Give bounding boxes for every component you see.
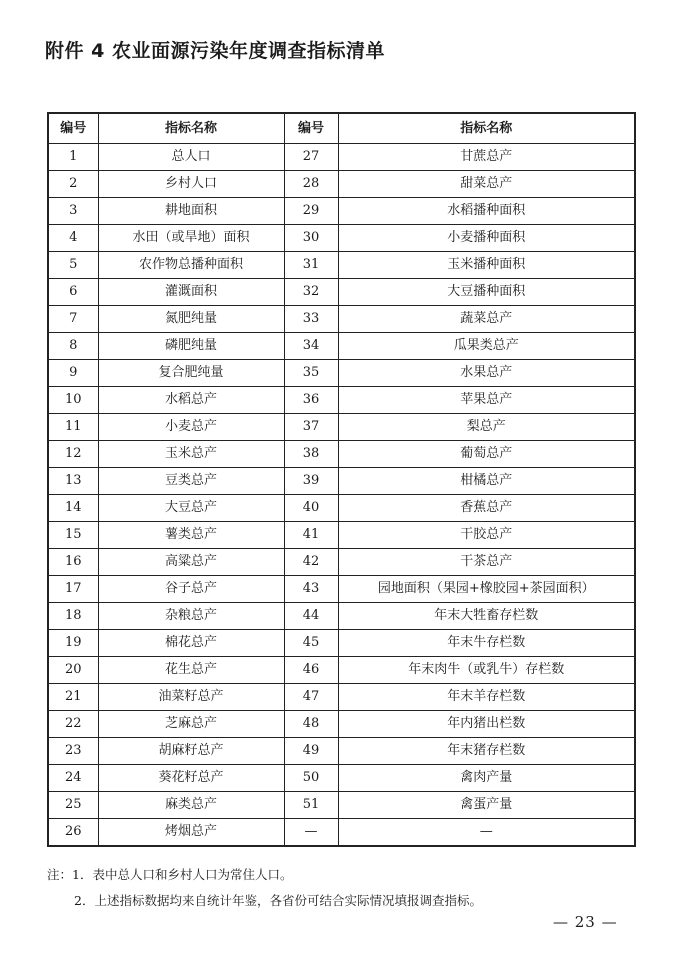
cell-number: 39 bbox=[284, 468, 338, 495]
cell-number: 21 bbox=[48, 684, 98, 711]
table-row bbox=[48, 684, 635, 711]
cell-number: 7 bbox=[48, 306, 98, 333]
table-row bbox=[48, 819, 635, 847]
header-indicator-name-1: 指标名称 bbox=[98, 113, 284, 144]
cell-number: 8 bbox=[48, 333, 98, 360]
cell-indicator-name: — bbox=[338, 819, 635, 847]
cell-number: 51 bbox=[284, 792, 338, 819]
cell-number: 47 bbox=[284, 684, 338, 711]
table-row bbox=[48, 333, 635, 360]
cell-indicator-name: 年末羊存栏数 bbox=[338, 684, 635, 711]
cell-number: 36 bbox=[284, 387, 338, 414]
cell-indicator-name: 芝麻总产 bbox=[98, 711, 284, 738]
cell-indicator-name: 梨总产 bbox=[338, 414, 635, 441]
note-1: 注：1．表中总人口和乡村人口为常住人口。 bbox=[47, 867, 293, 882]
cell-indicator-name: 薯类总产 bbox=[98, 522, 284, 549]
cell-number: 18 bbox=[48, 603, 98, 630]
cell-number: 23 bbox=[48, 738, 98, 765]
cell-indicator-name: 年末大牲畜存栏数 bbox=[338, 603, 635, 630]
table-row bbox=[48, 252, 635, 279]
cell-indicator-name: 耕地面积 bbox=[98, 198, 284, 225]
cell-indicator-name: 葵花籽总产 bbox=[98, 765, 284, 792]
cell-number: 6 bbox=[48, 279, 98, 306]
cell-indicator-name: 油菜籽总产 bbox=[98, 684, 284, 711]
cell-number: 41 bbox=[284, 522, 338, 549]
table-row bbox=[48, 522, 635, 549]
cell-number: 25 bbox=[48, 792, 98, 819]
cell-indicator-name: 水稻总产 bbox=[98, 387, 284, 414]
cell-indicator-name: 棉花总产 bbox=[98, 630, 284, 657]
cell-indicator-name: 豆类总产 bbox=[98, 468, 284, 495]
cell-number: — bbox=[284, 819, 338, 847]
cell-indicator-name: 苹果总产 bbox=[338, 387, 635, 414]
table-row bbox=[48, 225, 635, 252]
cell-number: 10 bbox=[48, 387, 98, 414]
cell-indicator-name: 园地面积（果园+橡胶园+茶园面积） bbox=[338, 576, 635, 603]
cell-number: 2 bbox=[48, 171, 98, 198]
cell-number: 4 bbox=[48, 225, 98, 252]
cell-indicator-name: 烤烟总产 bbox=[98, 819, 284, 847]
cell-number: 16 bbox=[48, 549, 98, 576]
cell-number: 17 bbox=[48, 576, 98, 603]
cell-number: 19 bbox=[48, 630, 98, 657]
cell-indicator-name: 禽蛋产量 bbox=[338, 792, 635, 819]
table-row bbox=[48, 576, 635, 603]
cell-number: 9 bbox=[48, 360, 98, 387]
cell-indicator-name: 大豆总产 bbox=[98, 495, 284, 522]
cell-indicator-name: 水果总产 bbox=[338, 360, 635, 387]
page-title: 附件 4 农业面源污染年度调查指标清单 bbox=[45, 40, 385, 62]
cell-indicator-name: 胡麻籽总产 bbox=[98, 738, 284, 765]
cell-number: 5 bbox=[48, 252, 98, 279]
cell-indicator-name: 干茶总产 bbox=[338, 549, 635, 576]
cell-number: 49 bbox=[284, 738, 338, 765]
table-row bbox=[48, 468, 635, 495]
table-row bbox=[48, 387, 635, 414]
table-row bbox=[48, 738, 635, 765]
cell-indicator-name: 大豆播种面积 bbox=[338, 279, 635, 306]
cell-number: 26 bbox=[48, 819, 98, 847]
cell-indicator-name: 玉米总产 bbox=[98, 441, 284, 468]
cell-indicator-name: 高粱总产 bbox=[98, 549, 284, 576]
header-indicator-name-2: 指标名称 bbox=[338, 113, 635, 144]
cell-indicator-name: 瓜果类总产 bbox=[338, 333, 635, 360]
cell-indicator-name: 柑橘总产 bbox=[338, 468, 635, 495]
cell-number: 40 bbox=[284, 495, 338, 522]
cell-indicator-name: 蔬菜总产 bbox=[338, 306, 635, 333]
cell-number: 32 bbox=[284, 279, 338, 306]
cell-indicator-name: 谷子总产 bbox=[98, 576, 284, 603]
cell-indicator-name: 灌溉面积 bbox=[98, 279, 284, 306]
cell-number: 34 bbox=[284, 333, 338, 360]
cell-number: 35 bbox=[284, 360, 338, 387]
cell-number: 38 bbox=[284, 441, 338, 468]
cell-indicator-name: 花生总产 bbox=[98, 657, 284, 684]
cell-number: 22 bbox=[48, 711, 98, 738]
indicator-table bbox=[47, 112, 636, 847]
table-row bbox=[48, 279, 635, 306]
cell-number: 30 bbox=[284, 225, 338, 252]
cell-number: 50 bbox=[284, 765, 338, 792]
cell-indicator-name: 干胶总产 bbox=[338, 522, 635, 549]
notes bbox=[47, 862, 482, 914]
cell-indicator-name: 年末牛存栏数 bbox=[338, 630, 635, 657]
cell-indicator-name: 农作物总播种面积 bbox=[98, 252, 284, 279]
cell-number: 29 bbox=[284, 198, 338, 225]
cell-indicator-name: 年内猪出栏数 bbox=[338, 711, 635, 738]
cell-indicator-name: 小麦总产 bbox=[98, 414, 284, 441]
table-row bbox=[48, 306, 635, 333]
table-row bbox=[48, 360, 635, 387]
cell-number: 44 bbox=[284, 603, 338, 630]
cell-number: 28 bbox=[284, 171, 338, 198]
table-row bbox=[48, 765, 635, 792]
cell-number: 14 bbox=[48, 495, 98, 522]
header-number-2: 编号 bbox=[284, 113, 338, 144]
cell-indicator-name: 总人口 bbox=[98, 144, 284, 171]
table-header-row bbox=[48, 113, 635, 144]
cell-number: 46 bbox=[284, 657, 338, 684]
cell-number: 31 bbox=[284, 252, 338, 279]
table-row bbox=[48, 198, 635, 225]
cell-indicator-name: 复合肥纯量 bbox=[98, 360, 284, 387]
cell-indicator-name: 年末猪存栏数 bbox=[338, 738, 635, 765]
cell-indicator-name: 水田（或旱地）面积 bbox=[98, 225, 284, 252]
cell-number: 24 bbox=[48, 765, 98, 792]
cell-indicator-name: 年末肉牛（或乳牛）存栏数 bbox=[338, 657, 635, 684]
cell-indicator-name: 玉米播种面积 bbox=[338, 252, 635, 279]
table-row bbox=[48, 171, 635, 198]
table-row bbox=[48, 495, 635, 522]
cell-indicator-name: 甜菜总产 bbox=[338, 171, 635, 198]
cell-number: 12 bbox=[48, 441, 98, 468]
table-row bbox=[48, 792, 635, 819]
cell-number: 13 bbox=[48, 468, 98, 495]
cell-indicator-name: 氮肥纯量 bbox=[98, 306, 284, 333]
cell-indicator-name: 葡萄总产 bbox=[338, 441, 635, 468]
cell-indicator-name: 禽肉产量 bbox=[338, 765, 635, 792]
table-row bbox=[48, 657, 635, 684]
note-2: 2．上述指标数据均来自统计年鉴，各省份可结合实际情况填报调查指标。 bbox=[74, 893, 482, 908]
cell-number: 33 bbox=[284, 306, 338, 333]
cell-number: 27 bbox=[284, 144, 338, 171]
header-number-1: 编号 bbox=[48, 113, 98, 144]
table-row bbox=[48, 603, 635, 630]
cell-number: 42 bbox=[284, 549, 338, 576]
cell-indicator-name: 杂粮总产 bbox=[98, 603, 284, 630]
cell-number: 1 bbox=[48, 144, 98, 171]
table-row bbox=[48, 711, 635, 738]
table-row bbox=[48, 630, 635, 657]
cell-indicator-name: 水稻播种面积 bbox=[338, 198, 635, 225]
cell-indicator-name: 乡村人口 bbox=[98, 171, 284, 198]
table-row bbox=[48, 414, 635, 441]
page-number: — 23 — bbox=[553, 913, 618, 931]
cell-number: 20 bbox=[48, 657, 98, 684]
cell-number: 45 bbox=[284, 630, 338, 657]
cell-number: 11 bbox=[48, 414, 98, 441]
table-row bbox=[48, 549, 635, 576]
table-row bbox=[48, 441, 635, 468]
table-body bbox=[48, 144, 635, 847]
cell-indicator-name: 磷肥纯量 bbox=[98, 333, 284, 360]
cell-number: 3 bbox=[48, 198, 98, 225]
cell-indicator-name: 麻类总产 bbox=[98, 792, 284, 819]
cell-number: 15 bbox=[48, 522, 98, 549]
cell-indicator-name: 小麦播种面积 bbox=[338, 225, 635, 252]
cell-indicator-name: 香蕉总产 bbox=[338, 495, 635, 522]
cell-number: 48 bbox=[284, 711, 338, 738]
cell-number: 37 bbox=[284, 414, 338, 441]
table-row bbox=[48, 144, 635, 171]
cell-indicator-name: 甘蔗总产 bbox=[338, 144, 635, 171]
cell-number: 43 bbox=[284, 576, 338, 603]
